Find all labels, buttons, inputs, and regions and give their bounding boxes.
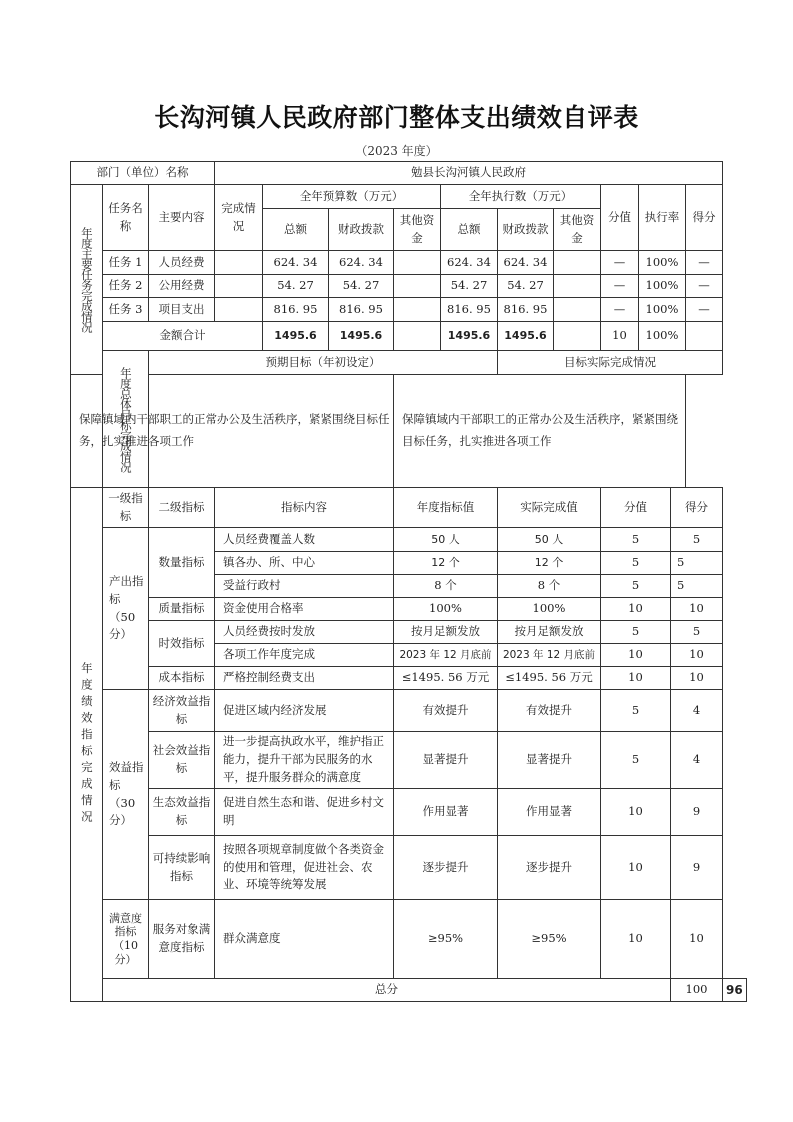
level2-economic: 经济效益指标 bbox=[149, 690, 215, 732]
task-row bbox=[71, 275, 723, 298]
indicator-row bbox=[71, 667, 747, 690]
grand-total-score: 96 bbox=[723, 979, 747, 1002]
indicator-value: 5 bbox=[601, 552, 671, 575]
th-score-value: 分值 bbox=[601, 185, 639, 251]
indicator-score: 10 bbox=[671, 644, 723, 667]
th-value: 分值 bbox=[601, 488, 671, 528]
th-level2: 二级指标 bbox=[149, 488, 215, 528]
indicator-actual: 12 个 bbox=[498, 552, 601, 575]
indicators-header-row bbox=[71, 488, 747, 528]
indicator-actual: 显著提升 bbox=[498, 732, 601, 789]
total-budget-other bbox=[394, 322, 441, 351]
grand-total-row bbox=[71, 979, 747, 1002]
task-name: 任务 3 bbox=[103, 298, 149, 322]
th-task-name: 任务名称 bbox=[103, 185, 149, 251]
th-exec-fiscal: 财政拨款 bbox=[498, 209, 554, 251]
indicator-row bbox=[71, 621, 747, 644]
score: — bbox=[686, 251, 723, 275]
page-title: 长沟河镇人民政府部门整体支出绩效自评表 bbox=[154, 103, 639, 132]
indicator-target: 2023 年 12 月底前 bbox=[394, 644, 498, 667]
task-status bbox=[215, 251, 263, 275]
score: — bbox=[686, 298, 723, 322]
task-status bbox=[215, 275, 263, 298]
indicator-actual: 有效提升 bbox=[498, 690, 601, 732]
indicator-value: 5 bbox=[601, 690, 671, 732]
level2-quantity: 数量指标 bbox=[149, 528, 215, 598]
indicator-value: 10 bbox=[601, 598, 671, 621]
budget-fiscal: 54. 27 bbox=[329, 275, 394, 298]
task-name: 任务 2 bbox=[103, 275, 149, 298]
task-header-row-1 bbox=[71, 185, 723, 209]
indicator-row bbox=[71, 836, 747, 900]
task-total-row bbox=[71, 322, 723, 351]
exec-total: 624. 34 bbox=[441, 251, 498, 275]
th-budget-total: 总额 bbox=[263, 209, 329, 251]
score-value: — bbox=[601, 275, 639, 298]
indicator-value: 5 bbox=[601, 732, 671, 789]
budget-total: 816. 95 bbox=[263, 298, 329, 322]
indicators-section-label: 年度绩效指标完成情况 bbox=[71, 488, 103, 1002]
task-content: 公用经费 bbox=[149, 275, 215, 298]
indicator-target: 有效提升 bbox=[394, 690, 498, 732]
budget-other bbox=[394, 251, 441, 275]
indicator-score: 10 bbox=[671, 667, 723, 690]
indicator-target: 100% bbox=[394, 598, 498, 621]
total-exec-rate: 100% bbox=[639, 322, 686, 351]
indicator-row bbox=[71, 732, 747, 789]
total-exec-fiscal: 1495.6 bbox=[498, 322, 554, 351]
exec-other bbox=[554, 298, 601, 322]
group-satisfaction: 满意度指标（10分） bbox=[103, 900, 149, 979]
th-exec-group: 全年执行数（万元） bbox=[441, 185, 601, 209]
indicator-content: 受益行政村 bbox=[215, 575, 394, 598]
indicator-value: 5 bbox=[601, 528, 671, 552]
score-value: — bbox=[601, 251, 639, 275]
indicator-row bbox=[71, 528, 747, 552]
budget-other bbox=[394, 275, 441, 298]
indicator-content: 进一步提高执政水平，维护指正能力，提升干部为民服务的水平，提升服务群众的满意度 bbox=[215, 732, 394, 789]
indicator-score: 4 bbox=[671, 732, 723, 789]
th-actual: 实际完成值 bbox=[498, 488, 601, 528]
grand-total-value: 100 bbox=[671, 979, 723, 1002]
indicator-content: 促进自然生态和谐、促进乡村文明 bbox=[215, 789, 394, 836]
th-exec-total: 总额 bbox=[441, 209, 498, 251]
dept-row bbox=[71, 162, 723, 185]
indicator-actual: 2023 年 12 月底前 bbox=[498, 644, 601, 667]
indicator-value: 5 bbox=[601, 621, 671, 644]
indicator-content: 促进区域内经济发展 bbox=[215, 690, 394, 732]
total-exec-other bbox=[554, 322, 601, 351]
exec-fiscal: 816. 95 bbox=[498, 298, 554, 322]
level2-quality: 质量指标 bbox=[149, 598, 215, 621]
total-label: 金额合计 bbox=[103, 322, 263, 351]
task-row bbox=[71, 298, 723, 322]
indicator-target: 按月足额发放 bbox=[394, 621, 498, 644]
task-row bbox=[71, 251, 723, 275]
indicator-score: 10 bbox=[671, 900, 723, 979]
indicator-content: 镇各办、所、中心 bbox=[215, 552, 394, 575]
indicator-score: 5 bbox=[671, 552, 723, 575]
th-budget-other: 其他资金 bbox=[394, 209, 441, 251]
indicator-content: 群众满意度 bbox=[215, 900, 394, 979]
indicator-value: 10 bbox=[601, 644, 671, 667]
goals-content-row bbox=[71, 375, 723, 488]
indicator-actual: 作用显著 bbox=[498, 789, 601, 836]
exec-fiscal: 624. 34 bbox=[498, 251, 554, 275]
indicator-content: 人员经费覆盖人数 bbox=[215, 528, 394, 552]
level2-social: 社会效益指标 bbox=[149, 732, 215, 789]
indicator-score: 9 bbox=[671, 789, 723, 836]
indicator-target: 作用显著 bbox=[394, 789, 498, 836]
th-score: 得分 bbox=[671, 488, 723, 528]
dept-label: 部门（单位）名称 bbox=[71, 162, 215, 185]
th-exec-other: 其他资金 bbox=[554, 209, 601, 251]
level2-timeliness: 时效指标 bbox=[149, 621, 215, 667]
indicator-content: 各项工作年度完成 bbox=[215, 644, 394, 667]
dept-value: 勉县长沟河镇人民政府 bbox=[215, 162, 723, 185]
indicator-actual: ≤1495. 56 万元 bbox=[498, 667, 601, 690]
evaluation-table bbox=[70, 161, 723, 488]
goals-header-row bbox=[71, 351, 723, 375]
total-exec-total: 1495.6 bbox=[441, 322, 498, 351]
goals-actual-text: 保障镇域内干部职工的正常办公及生活秩序，紧紧围绕目标任务，扎实推进各项工作 bbox=[394, 375, 686, 488]
indicator-actual: 按月足额发放 bbox=[498, 621, 601, 644]
th-content: 主要内容 bbox=[149, 185, 215, 251]
grand-total-label: 总分 bbox=[103, 979, 671, 1002]
indicator-target: ≥95% bbox=[394, 900, 498, 979]
level2-ecological: 生态效益指标 bbox=[149, 789, 215, 836]
indicator-target: ≤1495. 56 万元 bbox=[394, 667, 498, 690]
exec-other bbox=[554, 275, 601, 298]
indicator-actual: 100% bbox=[498, 598, 601, 621]
goals-section-label: 年度总体目标完成情况 bbox=[103, 351, 149, 488]
indicator-value: 10 bbox=[601, 836, 671, 900]
indicator-target: 50 人 bbox=[394, 528, 498, 552]
th-exec-rate: 执行率 bbox=[639, 185, 686, 251]
indicator-score: 4 bbox=[671, 690, 723, 732]
score-value: — bbox=[601, 298, 639, 322]
indicator-content: 人员经费按时发放 bbox=[215, 621, 394, 644]
indicator-target: 显著提升 bbox=[394, 732, 498, 789]
indicator-actual: ≥95% bbox=[498, 900, 601, 979]
indicator-score: 5 bbox=[671, 575, 723, 598]
exec-rate: 100% bbox=[639, 298, 686, 322]
exec-total: 816. 95 bbox=[441, 298, 498, 322]
indicator-score: 10 bbox=[671, 598, 723, 621]
score: — bbox=[686, 275, 723, 298]
th-budget-fiscal: 财政拨款 bbox=[329, 209, 394, 251]
goals-expected-text: 保障镇域内干部职工的正常办公及生活秩序，紧紧围绕目标任务，扎实推进各项工作 bbox=[71, 375, 394, 488]
total-score bbox=[686, 322, 723, 351]
task-content: 人员经费 bbox=[149, 251, 215, 275]
indicator-value: 10 bbox=[601, 667, 671, 690]
indicator-target: 8 个 bbox=[394, 575, 498, 598]
th-target: 年度指标值 bbox=[394, 488, 498, 528]
goals-expected-header: 预期目标（年初设定） bbox=[149, 351, 498, 375]
indicator-actual: 50 人 bbox=[498, 528, 601, 552]
th-status: 完成情况 bbox=[215, 185, 263, 251]
total-score-value: 10 bbox=[601, 322, 639, 351]
group-benefit: 效益指标（30分） bbox=[103, 690, 149, 900]
indicator-content: 按照各项规章制度做个各类资金的使用和管理，促进社会、农业、环境等统筹发展 bbox=[215, 836, 394, 900]
indicator-value: 10 bbox=[601, 789, 671, 836]
indicator-score: 5 bbox=[671, 528, 723, 552]
th-level1: 一级指标 bbox=[103, 488, 149, 528]
indicator-target: 12 个 bbox=[394, 552, 498, 575]
indicator-row bbox=[71, 598, 747, 621]
budget-fiscal: 624. 34 bbox=[329, 251, 394, 275]
indicator-actual: 逐步提升 bbox=[498, 836, 601, 900]
exec-total: 54. 27 bbox=[441, 275, 498, 298]
exec-rate: 100% bbox=[639, 251, 686, 275]
budget-fiscal: 816. 95 bbox=[329, 298, 394, 322]
indicator-score: 5 bbox=[671, 621, 723, 644]
exec-other bbox=[554, 251, 601, 275]
th-budget-group: 全年预算数（万元） bbox=[263, 185, 441, 209]
task-name: 任务 1 bbox=[103, 251, 149, 275]
indicator-value: 5 bbox=[601, 575, 671, 598]
th-content: 指标内容 bbox=[215, 488, 394, 528]
tasks-section-label: 年度主要任务完成情况 bbox=[71, 185, 103, 375]
th-score: 得分 bbox=[686, 185, 723, 251]
total-budget-fiscal: 1495.6 bbox=[329, 322, 394, 351]
indicator-content: 资金使用合格率 bbox=[215, 598, 394, 621]
budget-total: 624. 34 bbox=[263, 251, 329, 275]
level2-sustainable: 可持续影响指标 bbox=[149, 836, 215, 900]
level2-service: 服务对象满意度指标 bbox=[149, 900, 215, 979]
indicator-row bbox=[71, 900, 747, 979]
task-status bbox=[215, 298, 263, 322]
indicator-actual: 8 个 bbox=[498, 575, 601, 598]
indicator-target: 逐步提升 bbox=[394, 836, 498, 900]
task-content: 项目支出 bbox=[149, 298, 215, 322]
group-output: 产出指标（50分） bbox=[103, 528, 149, 690]
indicator-row bbox=[71, 789, 747, 836]
indicator-row bbox=[71, 690, 747, 732]
indicator-score: 9 bbox=[671, 836, 723, 900]
exec-rate: 100% bbox=[639, 275, 686, 298]
budget-total: 54. 27 bbox=[263, 275, 329, 298]
indicator-content: 严格控制经费支出 bbox=[215, 667, 394, 690]
page-subtitle: （2023 年度） bbox=[355, 144, 438, 158]
exec-fiscal: 54. 27 bbox=[498, 275, 554, 298]
goals-actual-header: 目标实际完成情况 bbox=[498, 351, 723, 375]
indicator-value: 10 bbox=[601, 900, 671, 979]
total-budget-total: 1495.6 bbox=[263, 322, 329, 351]
indicators-table bbox=[70, 487, 747, 1002]
budget-other bbox=[394, 298, 441, 322]
level2-cost: 成本指标 bbox=[149, 667, 215, 690]
